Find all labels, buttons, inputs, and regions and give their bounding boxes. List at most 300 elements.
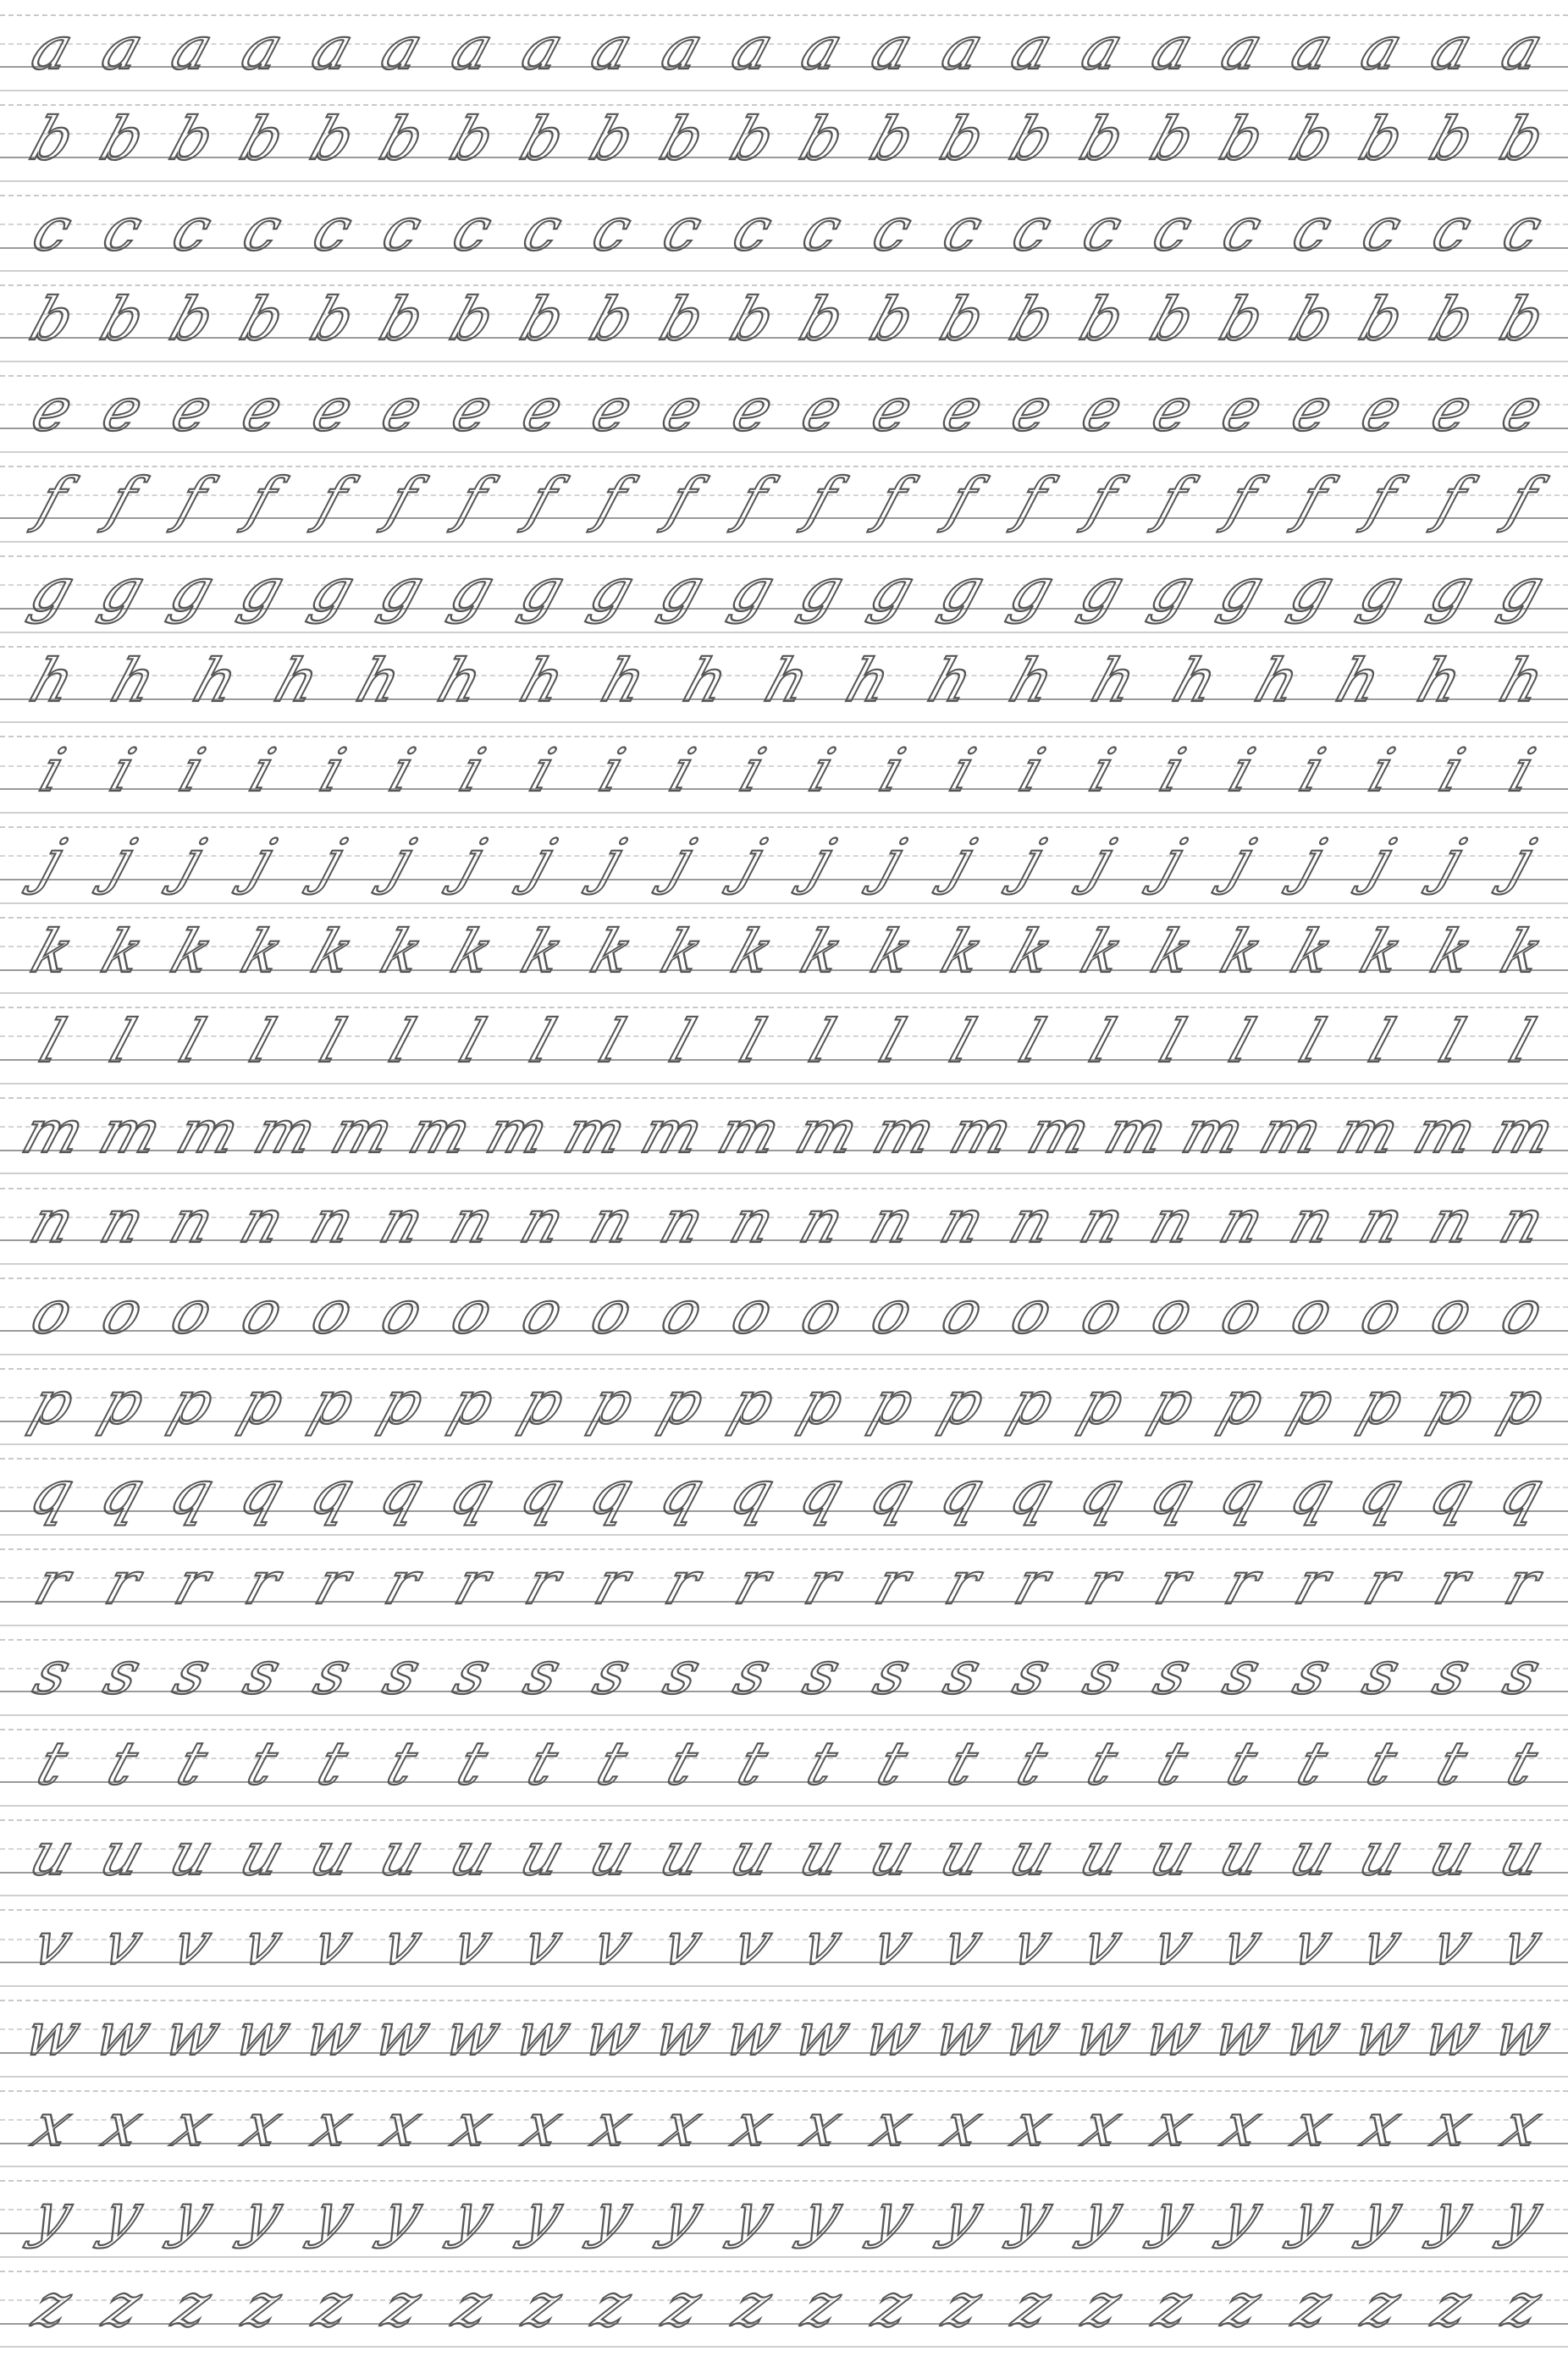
cursive-letter: r [306,1548,358,1618]
cursive-letter: w [1135,1999,1209,2069]
practice-row-q [0,1451,1568,1542]
cursive-letter: b [372,284,433,355]
cursive-letter: j [1291,825,1333,896]
cursive-letter: v [1424,1909,1481,1979]
cursive-letter: e [513,374,571,444]
cursive-letter: p [511,1367,573,1438]
cursive-letter: m [941,1096,1022,1167]
cursive-letter: r [866,1548,918,1618]
cursive-letter: b [792,284,853,355]
cursive-letter: u [162,1818,224,1889]
cursive-letter: b [1492,284,1553,355]
cursive-letter: u [931,1818,993,1889]
cursive-letter: z [515,2270,570,2340]
cursive-letter: s [445,1638,500,1708]
cursive-letter: v [1144,1909,1201,1979]
cursive-letter: r [26,1548,79,1618]
cursive-letter: j [1361,825,1403,896]
descender-guide-line [0,361,1568,362]
cursive-letter: m [168,1096,248,1167]
cursive-letter: j [1501,825,1543,896]
cursive-letter: a [1212,14,1272,84]
letter-strip [23,909,1552,986]
cursive-letter: r [97,1548,148,1618]
cursive-letter: h [430,645,492,715]
letter-strip [24,1902,1550,1979]
cursive-letter: q [1351,1458,1413,1528]
cursive-letter: s [1005,1638,1059,1708]
cursive-letter: a [723,14,781,84]
cursive-letter: y [234,2180,291,2250]
cursive-letter: x [304,2089,361,2160]
cursive-letter: a [653,14,712,84]
letter-strip [23,7,1551,84]
cursive-letter: w [365,1999,439,2069]
cursive-letter: t [239,1729,286,1799]
cursive-letter: w [505,1999,579,2069]
cursive-letter: o [233,1277,292,1347]
cursive-letter: s [516,1638,569,1708]
cursive-letter: p [1212,1367,1273,1438]
cursive-letter: g [1072,555,1133,626]
cursive-letter: t [449,1729,496,1799]
descender-guide-line [0,270,1568,272]
cursive-letter: o [1002,1277,1062,1347]
cursive-letter: x [1424,2089,1481,2160]
cursive-letter: f [1219,465,1265,535]
cursive-letter: u [862,1818,923,1889]
cursive-letter: s [166,1638,219,1708]
cursive-letter: g [22,555,83,626]
cursive-letter: b [1492,103,1553,174]
descender-guide-line [0,1985,1568,1987]
cursive-letter: k [653,916,712,986]
cursive-letter: b [91,103,153,174]
cursive-letter: b [91,284,153,355]
cursive-letter: l [591,1007,633,1077]
practice-row-l [0,1000,1568,1090]
practice-row-n [0,1180,1568,1271]
cursive-letter: e [1493,374,1551,444]
cursive-letter: w [575,1999,649,2069]
cursive-letter: q [1141,1458,1203,1528]
cursive-letter: s [375,1638,429,1708]
cursive-letter: r [1146,1548,1198,1618]
cursive-letter: u [301,1818,363,1889]
cursive-letter: x [1354,2089,1411,2160]
cursive-letter: x [934,2089,991,2160]
practice-row-k [0,909,1568,1000]
cursive-letter: o [582,1277,642,1347]
cursive-letter: m [478,1096,557,1167]
cursive-letter: c [1074,194,1130,264]
cursive-letter: l [451,1007,494,1077]
cursive-letter: n [652,1187,713,1257]
cursive-letter: h [757,645,818,715]
cursive-letter: v [794,1909,851,1979]
descender-guide-line [0,1534,1568,1536]
cursive-letter: j [172,825,213,896]
cursive-letter: h [1328,645,1389,715]
cursive-letter: n [862,1187,923,1257]
cursive-letter: u [1071,1818,1133,1889]
cursive-letter: b [162,103,224,174]
cursive-letter: w [1415,1999,1489,2069]
cursive-letter: v [1354,1909,1411,1979]
cursive-letter: t [1499,1729,1546,1799]
cursive-letter: g [792,555,853,626]
cursive-letter: x [794,2089,851,2160]
cursive-letter: f [100,465,145,535]
cursive-letter: h [1410,645,1471,715]
cursive-letter: o [373,1277,432,1347]
cursive-letter: g [232,555,293,626]
cursive-letter: h [511,645,573,715]
descender-guide-line [0,1805,1568,1807]
descender-guide-line [0,721,1568,723]
cursive-letter: g [1212,555,1273,626]
cursive-letter: g [652,555,713,626]
cursive-letter: k [163,916,222,986]
cursive-letter: q [1212,1458,1273,1528]
cursive-letter: b [931,284,993,355]
cursive-letter: n [1491,1187,1553,1257]
cursive-letter: x [1144,2089,1201,2160]
cursive-letter: p [1141,1367,1203,1438]
cursive-letter: o [792,1277,852,1347]
cursive-letter: b [1072,103,1133,174]
cursive-letter: x [24,2089,81,2160]
cursive-letter: b [931,103,993,174]
cursive-letter: f [379,465,425,535]
cursive-letter: e [443,374,501,444]
cursive-letter: a [93,14,152,84]
cursive-letter: w [295,1999,369,2069]
cursive-letter: i [312,736,354,806]
cursive-letter: i [381,736,423,806]
cursive-letter: l [801,1007,843,1077]
cursive-letter: k [303,916,362,986]
practice-row-y [0,2173,1568,2264]
cursive-letter: q [1422,1458,1482,1528]
cursive-letter: o [1353,1277,1411,1347]
cursive-letter: f [1360,465,1405,535]
cursive-letter: n [1071,1187,1133,1257]
letter-strip [25,820,1549,896]
cursive-letter: l [661,1007,704,1077]
descender-guide-line [0,541,1568,543]
cursive-letter: x [1284,2089,1340,2160]
cursive-letter: p [1351,1367,1413,1438]
cursive-letter: k [1142,916,1202,986]
cursive-letter: b [1141,103,1203,174]
practice-row-a [0,7,1568,97]
cursive-letter: o [653,1277,712,1347]
cursive-letter: l [1151,1007,1194,1077]
cursive-letter: u [1141,1818,1203,1889]
cursive-letter: c [1424,194,1481,264]
letter-strip [22,638,1553,715]
cursive-letter: i [871,736,914,806]
cursive-letter: r [167,1548,218,1618]
cursive-letter: n [1351,1187,1413,1257]
cursive-letter: l [1291,1007,1333,1077]
cursive-letter: m [1483,1096,1563,1167]
cursive-letter: b [1351,284,1413,355]
cursive-letter: i [1501,736,1543,806]
practice-row-o [0,1271,1568,1361]
cursive-letter: b [721,284,783,355]
cursive-letter: g [1351,555,1413,626]
cursive-letter: a [1422,14,1482,84]
practice-row-u [0,1812,1568,1902]
descender-guide-line [0,902,1568,904]
cursive-letter: s [1425,1638,1479,1708]
letter-strip [23,1271,1552,1347]
cursive-letter: c [1354,194,1411,264]
cursive-letter: k [1002,916,1062,986]
cursive-letter: t [588,1729,636,1799]
cursive-letter: z [375,2270,430,2340]
cursive-letter: s [1215,1638,1269,1708]
cursive-letter: q [91,1458,153,1528]
letter-strip [25,1541,1549,1618]
cursive-letter: v [1284,1909,1340,1979]
cursive-letter: x [1004,2089,1061,2160]
descender-guide-line [0,1625,1568,1626]
cursive-letter: e [653,374,711,444]
cursive-letter: z [165,2270,220,2340]
cursive-letter: r [1217,1548,1268,1618]
cursive-letter: b [1422,103,1482,174]
cursive-letter: c [514,194,571,264]
cursive-letter: f [660,465,705,535]
cursive-letter: b [652,284,713,355]
cursive-letter: m [1174,1096,1254,1167]
cursive-letter: x [584,2089,641,2160]
cursive-letter: i [1431,736,1473,806]
cursive-letter: h [185,645,246,715]
cursive-letter: m [14,1096,93,1167]
cursive-letter: n [372,1187,433,1257]
cursive-letter: h [348,645,410,715]
cursive-letter: k [1283,916,1342,986]
cursive-letter: p [1072,1367,1133,1438]
cursive-letter: l [522,1007,564,1077]
cursive-letter: s [25,1638,80,1708]
cursive-letter: k [932,916,992,986]
cursive-letter: h [1002,645,1063,715]
cursive-letter: p [162,1367,224,1438]
cursive-letter: r [1496,1548,1548,1618]
cursive-letter: l [941,1007,984,1077]
cursive-letter: z [305,2270,360,2340]
cursive-letter: c [1284,194,1340,264]
cursive-letter: j [941,825,983,896]
cursive-letter: r [656,1548,708,1618]
cursive-letter: w [925,1999,999,2069]
cursive-letter: j [312,825,353,896]
cursive-letter: v [234,1909,291,1979]
cursive-letter: t [1149,1729,1195,1799]
cursive-letter: v [304,1909,361,1979]
cursive-letter: b [1422,284,1482,355]
practice-row-x [0,2083,1568,2173]
letter-strip [22,1812,1553,1889]
cursive-letter: k [1422,916,1482,986]
cursive-letter: z [235,2270,290,2340]
cursive-letter: i [241,736,284,806]
cursive-letter: e [1353,374,1411,444]
cursive-letter: o [1212,1277,1272,1347]
cursive-letter: b [301,284,363,355]
letter-strip [15,1993,1560,2069]
cursive-letter: b [862,103,923,174]
cursive-letter: s [1355,1638,1409,1708]
letter-strip [22,1451,1553,1528]
letter-strip [25,1000,1549,1077]
cursive-letter: t [1008,1729,1056,1799]
cursive-letter: i [171,736,213,806]
descender-guide-line [0,2166,1568,2167]
cursive-letter: o [723,1277,781,1347]
cursive-letter: z [445,2270,500,2340]
cursive-letter: b [1212,284,1273,355]
cursive-letter: v [934,1909,991,1979]
cursive-letter: x [1074,2089,1130,2160]
cursive-letter: l [1221,1007,1263,1077]
cursive-letter: c [864,194,920,264]
cursive-letter: p [1422,1367,1482,1438]
cursive-letter: f [1079,465,1125,535]
cursive-letter: f [450,465,495,535]
descender-guide-line [0,1354,1568,1355]
cursive-letter: s [936,1638,989,1708]
cursive-letter: f [730,465,775,535]
cursive-letter: f [589,465,635,535]
cursive-letter: v [164,1909,221,1979]
cursive-letter: l [732,1007,774,1077]
cursive-letter: b [1212,103,1273,174]
cursive-letter: x [444,2089,500,2160]
cursive-letter: w [1275,1999,1350,2069]
cursive-letter: o [443,1277,502,1347]
cursive-letter: i [941,736,984,806]
letter-strip [25,729,1549,806]
cursive-letter: y [164,2180,221,2250]
cursive-letter: k [792,916,852,986]
practice-row-h [0,638,1568,729]
cursive-letter: b [1282,284,1343,355]
cursive-letter: y [724,2180,781,2250]
cursive-letter: w [225,1999,300,2069]
cursive-letter: k [582,916,642,986]
cursive-letter: r [236,1548,289,1618]
cursive-letter: q [162,1458,224,1528]
practice-row-b [0,278,1568,368]
cursive-letter: e [583,374,642,444]
descender-guide-line [0,1443,1568,1445]
cursive-letter: x [654,2089,710,2160]
cursive-letter: i [1011,736,1053,806]
cursive-letter: f [240,465,285,535]
cursive-letter: l [102,1007,144,1077]
cursive-letter: q [511,1458,573,1528]
cursive-letter: p [1002,1367,1063,1438]
cursive-letter: j [31,825,74,896]
cursive-letter: t [29,1729,76,1799]
cursive-letter: k [233,916,292,986]
cursive-letter: z [95,2270,150,2340]
cursive-letter: o [863,1277,922,1347]
cursive-letter: k [723,916,782,986]
cursive-letter: u [511,1818,573,1889]
cursive-letter: g [721,555,783,626]
cursive-letter: v [24,1909,81,1979]
cursive-letter: n [792,1187,853,1257]
cursive-letter: l [1011,1007,1053,1077]
cursive-letter: k [1493,916,1552,986]
cursive-letter: h [838,645,900,715]
cursive-letter: o [513,1277,571,1347]
letter-strip [24,2083,1550,2160]
cursive-letter: y [94,2180,151,2250]
cursive-letter: v [864,1909,920,1979]
cursive-letter: n [721,1187,783,1257]
cursive-letter: s [1285,1638,1339,1708]
cursive-letter: n [1002,1187,1063,1257]
cursive-letter: v [94,1909,151,1979]
cursive-letter: w [435,1999,510,2069]
letter-strip [22,549,1553,626]
cursive-letter: h [1083,645,1145,715]
cursive-letter: u [721,1818,783,1889]
cursive-letter: z [1145,2270,1200,2340]
cursive-letter: b [721,103,783,174]
cursive-letter: j [1221,825,1263,896]
cursive-letter: q [301,1458,363,1528]
cursive-letter: u [232,1818,293,1889]
cursive-letter: v [1004,1909,1061,1979]
cursive-letter: o [23,1277,82,1347]
cursive-letter: k [373,916,432,986]
cursive-letter: m [246,1096,325,1167]
cursive-letter: z [1425,2270,1479,2340]
cursive-letter: a [303,14,362,84]
cursive-letter: z [1075,2270,1129,2340]
cursive-letter: u [1351,1818,1413,1889]
cursive-letter: v [654,1909,710,1979]
cursive-letter: e [1213,374,1272,444]
cursive-letter: y [1284,2180,1340,2250]
cursive-letter: t [1289,1729,1336,1799]
cursive-letter: u [1422,1818,1482,1889]
cursive-letter: t [1428,1729,1476,1799]
cursive-letter: p [442,1367,503,1438]
cursive-letter: s [726,1638,779,1708]
practice-row-b [0,97,1568,188]
cursive-letter: a [513,14,571,84]
cursive-letter: h [103,645,165,715]
cursive-letter: n [1141,1187,1203,1257]
cursive-letter: y [374,2180,431,2250]
cursive-letter: e [1143,374,1201,444]
cursive-letter: t [729,1729,776,1799]
descender-guide-line [0,2256,1568,2258]
cursive-letter: p [301,1367,363,1438]
cursive-letter: u [442,1818,503,1889]
cursive-letter: p [931,1367,993,1438]
